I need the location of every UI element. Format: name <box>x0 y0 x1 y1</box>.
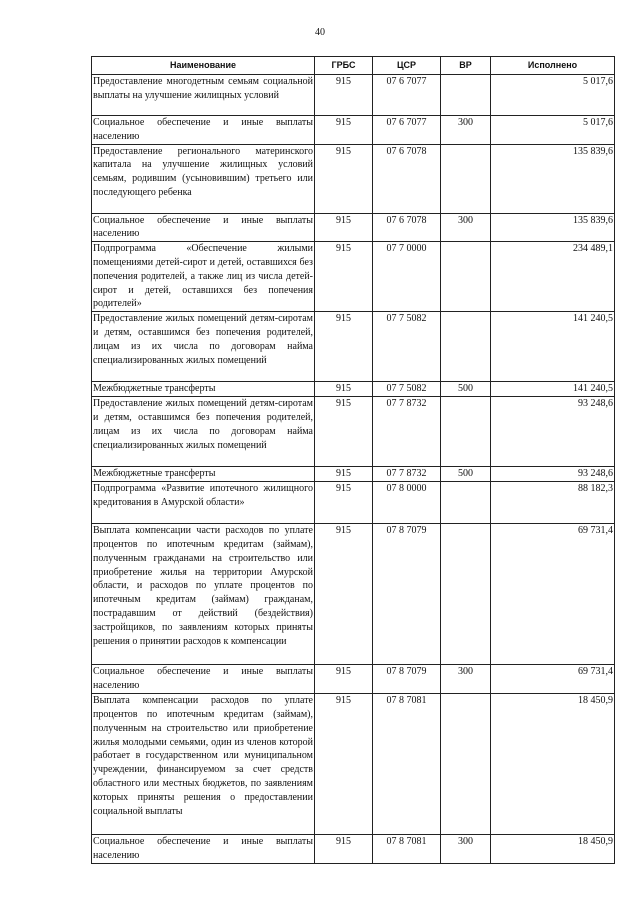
row-csr: 07 6 7077 <box>373 75 441 116</box>
row-csr: 07 7 8732 <box>373 397 441 467</box>
row-vr <box>441 242 491 312</box>
row-vr: 500 <box>441 467 491 482</box>
row-csr: 07 8 7081 <box>373 835 441 864</box>
row-csr: 07 8 7079 <box>373 524 441 665</box>
row-vr <box>441 312 491 382</box>
row-executed: 5 017,6 <box>491 75 615 116</box>
row-csr: 07 6 7078 <box>373 144 441 213</box>
table-row <box>92 75 615 116</box>
row-executed: 69 731,4 <box>491 524 615 665</box>
row-grbs: 915 <box>315 665 373 694</box>
table-row <box>92 213 615 242</box>
row-csr: 07 8 0000 <box>373 482 441 524</box>
row-vr: 300 <box>441 835 491 864</box>
row-vr <box>441 524 491 665</box>
row-csr: 07 7 8732 <box>373 467 441 482</box>
table-row <box>92 482 615 524</box>
row-csr: 07 6 7078 <box>373 213 441 242</box>
row-executed: 88 182,3 <box>491 482 615 524</box>
row-vr <box>441 397 491 467</box>
table-row <box>92 835 615 864</box>
row-grbs: 915 <box>315 694 373 835</box>
row-vr <box>441 75 491 116</box>
row-executed: 93 248,6 <box>491 467 615 482</box>
table-row <box>92 242 615 312</box>
row-name: Предоставление многодетным семьям социальной выплаты на улучшение жилищных условий <box>92 75 315 116</box>
table-row <box>92 312 615 382</box>
table-row <box>92 116 615 145</box>
table-row <box>92 524 615 665</box>
row-executed: 141 240,5 <box>491 382 615 397</box>
row-csr: 07 6 7077 <box>373 116 441 145</box>
table-row <box>92 467 615 482</box>
row-name: Социальное обеспечение и иные выплаты населению <box>92 213 315 242</box>
row-grbs: 915 <box>315 312 373 382</box>
table-row <box>92 382 615 397</box>
row-vr: 300 <box>441 213 491 242</box>
row-name: Подпрограмма «Развитие ипотечного жилищного кредитования в Амурской области» <box>92 482 315 524</box>
row-grbs: 915 <box>315 75 373 116</box>
row-grbs: 915 <box>315 213 373 242</box>
row-grbs: 915 <box>315 116 373 145</box>
row-vr: 300 <box>441 116 491 145</box>
row-csr: 07 8 7079 <box>373 665 441 694</box>
row-vr: 500 <box>441 382 491 397</box>
row-name: Предоставление жилых помещений детям-сиротам и детям, оставшимся без попечения родителей, лицам из их числа по договорам найма специализированных жилых помещений <box>92 312 315 382</box>
row-csr: 07 8 7081 <box>373 694 441 835</box>
row-name: Подпрограмма «Обеспечение жилыми помещениями детей-сирот и детей, оставшихся без попечения родителей, а также лиц из числа детей-сирот и детей, оставшихся без попечения родителей» <box>92 242 315 312</box>
row-name: Предоставление жилых помещений детям-сиротам и детям, оставшимся без попечения родителей, лицам из их числа по договорам найма специализированных жилых помещений <box>92 397 315 467</box>
header-vr: ВР <box>441 57 491 75</box>
row-grbs: 915 <box>315 835 373 864</box>
row-executed: 18 450,9 <box>491 694 615 835</box>
table-row <box>92 665 615 694</box>
row-name: Межбюджетные трансферты <box>92 467 315 482</box>
header-executed: Исполнено <box>491 57 615 75</box>
header-csr: ЦСР <box>373 57 441 75</box>
row-vr <box>441 482 491 524</box>
page-number: 40 <box>315 27 325 38</box>
row-executed: 135 839,6 <box>491 213 615 242</box>
row-name: Социальное обеспечение и иные выплаты населению <box>92 665 315 694</box>
row-grbs: 915 <box>315 524 373 665</box>
row-name: Межбюджетные трансферты <box>92 382 315 397</box>
row-grbs: 915 <box>315 242 373 312</box>
row-grbs: 915 <box>315 482 373 524</box>
row-executed: 141 240,5 <box>491 312 615 382</box>
row-name: Выплата компенсации части расходов по уплате процентов по ипотечным кредитам (займам), полученным гражданами на строительство или приобретение жилья на территории Амурской области, и расходов по уплате процентов по ипотечным кредитам (займам) гражданам, пострадавшим от действий (бездействия) застройщиков, по заявлениям которых приняты решения о принятии расходов к компенсации <box>92 524 315 665</box>
row-csr: 07 7 5082 <box>373 382 441 397</box>
table-row <box>92 694 615 835</box>
table-header-row <box>92 57 615 75</box>
row-vr <box>441 694 491 835</box>
row-name: Социальное обеспечение и иные выплаты населению <box>92 116 315 145</box>
row-csr: 07 7 5082 <box>373 312 441 382</box>
row-vr <box>441 144 491 213</box>
row-name: Социальное обеспечение и иные выплаты населению <box>92 835 315 864</box>
row-executed: 69 731,4 <box>491 665 615 694</box>
row-vr: 300 <box>441 665 491 694</box>
row-executed: 18 450,9 <box>491 835 615 864</box>
header-grbs: ГРБС <box>315 57 373 75</box>
row-name: Предоставление регионального материнского капитала на улучшение жилищных условий семьям, родившим (усыновившим) третьего или последующего ребенка <box>92 144 315 213</box>
row-executed: 234 489,1 <box>491 242 615 312</box>
row-grbs: 915 <box>315 397 373 467</box>
budget-execution-table <box>91 56 615 864</box>
row-csr: 07 7 0000 <box>373 242 441 312</box>
row-executed: 135 839,6 <box>491 144 615 213</box>
table-row <box>92 144 615 213</box>
row-grbs: 915 <box>315 144 373 213</box>
row-grbs: 915 <box>315 467 373 482</box>
row-executed: 93 248,6 <box>491 397 615 467</box>
header-name: Наименование <box>92 57 315 75</box>
table-row <box>92 397 615 467</box>
row-executed: 5 017,6 <box>491 116 615 145</box>
row-grbs: 915 <box>315 382 373 397</box>
row-name: Выплата компенсации расходов по уплате процентов по ипотечным кредитам (займам), полученным на строительство или приобретение жилья молодыми семьями, один из членов которой работает в государственном или муниципальном учреждении, финансируемом за счет средств областного или местных бюджетов, по заявлениям которых приняты решения о предоставлении социальной выплаты <box>92 694 315 835</box>
